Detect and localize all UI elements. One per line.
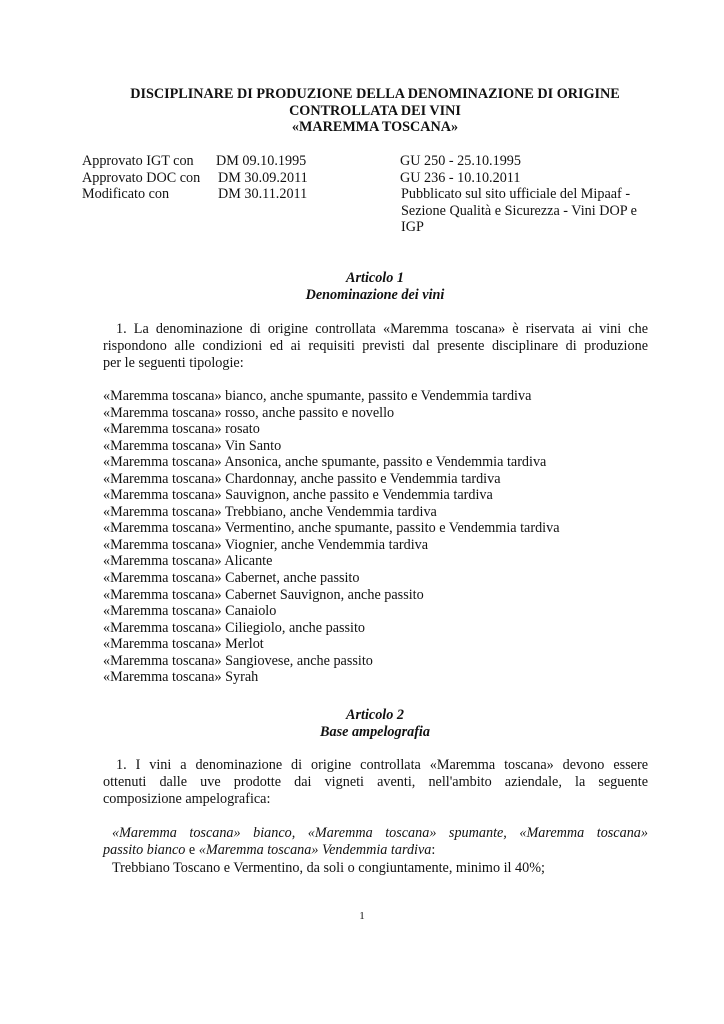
wine-type-item: «Maremma toscana» Cabernet, anche passito: [103, 570, 360, 587]
article-2-heading: [60, 707, 690, 741]
document-title: [60, 86, 690, 136]
publication-note: [401, 186, 651, 236]
article-1-paragraph: [103, 321, 648, 372]
approval-label: Approvato DOC con: [82, 169, 201, 186]
approval-decree: DM 09.10.1995: [216, 153, 307, 169]
wine-type-item: «Maremma toscana» Merlot: [103, 636, 264, 653]
wine-type-item: «Maremma toscana» Vin Santo: [103, 437, 282, 454]
wine-type-item: «Maremma toscana» Ciliegiolo, anche passito: [103, 619, 366, 636]
article-1-para-line-3: per le seguenti tipologie:: [103, 355, 244, 371]
publication-line-2: Sezione Qualità e Sicurezza - Vini DOP e: [401, 202, 637, 219]
wine-type-item: «Maremma toscana» Syrah: [103, 669, 259, 686]
wine-type-item: «Maremma toscana» rosato: [103, 421, 260, 438]
wine-type-item: «Maremma toscana» Viognier, anche Vendemmia tardiva: [103, 536, 429, 553]
publication-line-3: IGP: [401, 219, 424, 235]
page-number: 1: [359, 910, 365, 922]
approval-gazette: GU 236 - 10.10.2011: [400, 169, 521, 186]
wine-type-item: «Maremma toscana» Cabernet Sauvignon, anche passito: [103, 586, 424, 603]
wine-type-item: «Maremma toscana» Sauvignon, anche passito e Vendemmia tardiva: [103, 487, 493, 504]
composition-line-2a: passito bianco: [103, 842, 186, 858]
approval-decree: DM 30.09.2011: [218, 169, 308, 186]
composition-line-2b: e: [185, 842, 199, 858]
composition-line-2c: «Maremma toscana» Vendemmia tardiva: [198, 842, 432, 858]
wine-type-item: «Maremma toscana» Canaiolo: [103, 603, 277, 620]
approval-decree: DM 30.11.2011: [218, 186, 308, 202]
article-2-para-line-3: composizione ampelografica:: [103, 791, 271, 807]
title-line-1: DISCIPLINARE DI PRODUZIONE DELLA DENOMINAZIONE DI ORIGINE: [130, 86, 620, 102]
wine-type-item: «Maremma toscana» Ansonica, anche spumante, passito e Vendemmia tardiva: [103, 454, 547, 471]
wine-type-item: «Maremma toscana» Chardonnay, anche passito e Vendemmia tardiva: [103, 470, 501, 487]
article-2-paragraph: [103, 757, 648, 808]
title-line-2: CONTROLLATA DEI VINI: [289, 102, 461, 119]
composition-heading: [103, 825, 648, 859]
composition-line-2d: :: [431, 842, 436, 858]
article-2-number: Articolo 2: [346, 707, 404, 723]
approval-label: Modificato con: [82, 186, 170, 202]
wine-type-item: «Maremma toscana» Alicante: [103, 553, 273, 570]
approval-gazette: GU 250 - 25.10.1995: [400, 153, 521, 169]
article-2-title: Base ampelografia: [320, 724, 430, 740]
article-1-number: Articolo 1: [346, 270, 404, 286]
publication-line-1: Pubblicato sul sito ufficiale del Mipaaf -: [401, 186, 631, 202]
article-1-para-line-1: 1. La denominazione di origine controllata «Maremma toscana» è riservata ai vini che: [116, 321, 648, 337]
wine-type-item: «Maremma toscana» bianco, anche spumante, passito e Vendemmia tardiva: [103, 388, 532, 404]
composition-line-1: «Maremma toscana» bianco, «Maremma toscana» spumante, «Maremma toscana»: [112, 825, 648, 841]
title-line-3: «MAREMMA TOSCANA»: [291, 119, 459, 135]
approval-label: Approvato IGT con: [82, 153, 194, 169]
article-2-para-line-1: 1. I vini a denominazione di origine controllata «Maremma toscana» devono essere: [116, 757, 648, 773]
article-1-title: Denominazione dei vini: [305, 287, 445, 303]
wine-type-item: «Maremma toscana» Sangiovese, anche passito: [103, 652, 373, 669]
wine-type-item: «Maremma toscana» Trebbiano, anche Vendemmia tardiva: [103, 503, 437, 520]
wine-type-item: «Maremma toscana» rosso, anche passito e novello: [103, 404, 395, 421]
composition-rule: Trebbiano Toscano e Vermentino, da soli o congiuntamente, minimo il 40%;: [112, 860, 545, 876]
wine-type-item: «Maremma toscana» Vermentino, anche spumante, passito e Vendemmia tardiva: [103, 520, 560, 537]
article-1-para-line-2: rispondono alle condizioni ed ai requisiti previsti dal presente disciplinare di produzione: [103, 338, 648, 354]
wine-types-list: [103, 388, 560, 686]
article-1-heading: [60, 270, 690, 304]
article-2-para-line-2: ottenuti dalle uve prodotte dai vigneti aventi, nell'ambito aziendale, la seguente: [103, 774, 648, 790]
